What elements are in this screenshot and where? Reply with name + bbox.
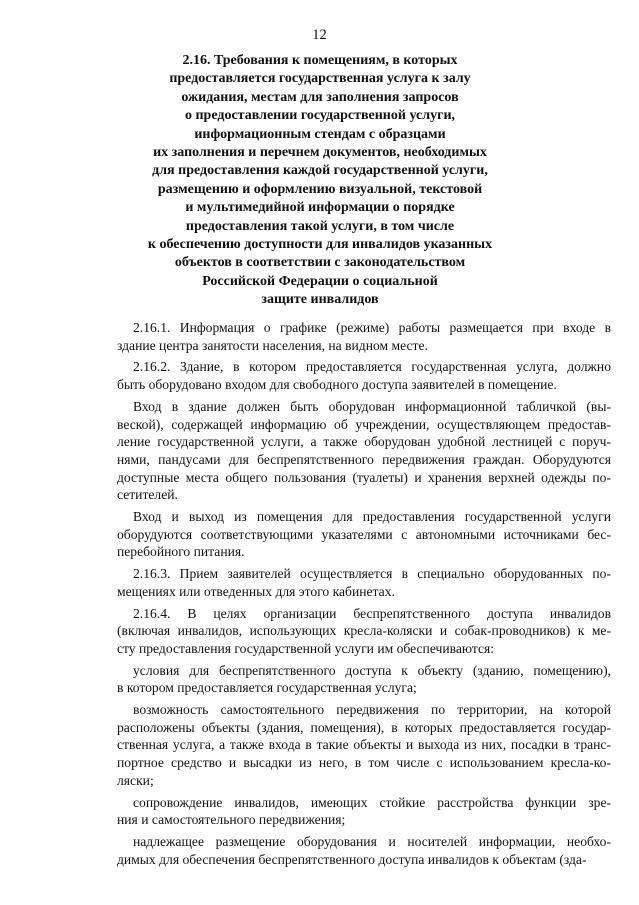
paragraph bbox=[117, 508, 611, 561]
paragraph-line: 2.16.2. Здание, в котором предоставляется государственная услуга, должно bbox=[133, 359, 611, 375]
paragraph-line: сопровождение инвалидов, имеющих стойкие расстройства функции зре- bbox=[133, 794, 611, 810]
heading-line: размещению и оформлению визуальной, текстовой bbox=[157, 181, 483, 197]
paragraph-line: здание центра занятости населения, на видном месте. bbox=[117, 337, 428, 353]
body-text bbox=[117, 319, 611, 872]
paragraph-line: нями, пандусами для беспрепятственного передвижения граждан. Оборудуются bbox=[117, 451, 611, 467]
heading-line: предоставляется государственная услуга к залу bbox=[169, 71, 471, 87]
heading-line: Российской Федерации о социальной bbox=[202, 273, 438, 289]
paragraph-line: 2.16.3. Прием заявителей осуществляется в специально оборудованных по- bbox=[133, 566, 611, 582]
paragraph bbox=[117, 319, 611, 354]
paragraph bbox=[117, 358, 611, 393]
page-number: 12 bbox=[312, 27, 327, 43]
paragraph bbox=[117, 398, 611, 504]
paragraph-line: ния и самостоятельного передвижения; bbox=[117, 812, 346, 828]
paragraph-line: Вход и выход из помещения для предоставления государственной услуги bbox=[133, 509, 611, 525]
paragraph-line: оборудуются соответствующими указателями с автономными источниками бес- bbox=[117, 526, 611, 542]
heading-line: информационным стендам с образцами bbox=[194, 126, 446, 142]
paragraph-line: в котором предоставляется государственная услуга; bbox=[117, 680, 417, 696]
heading-line: ожидания, местам для заполнения запросов bbox=[181, 89, 459, 105]
paragraph-line: мещениях или отведенных для этого кабинетах. bbox=[117, 583, 395, 599]
paragraph-line: ляски; bbox=[117, 772, 154, 788]
heading-line: объектов в соответствии с законодательством bbox=[174, 255, 466, 271]
paragraph bbox=[117, 794, 611, 829]
paragraph-line: ление государственной услуги, а также оборудован удобной лестницей с поруч- bbox=[117, 434, 611, 450]
paragraph-line: возможность самостоятельного передвижения по территории, на которой bbox=[133, 702, 611, 718]
paragraph-line: условия для беспрепятственного доступа к объекту (зданию, помещению), bbox=[133, 662, 611, 678]
paragraph bbox=[117, 565, 611, 600]
heading-line: предоставления такой услуги, в том числе bbox=[185, 218, 455, 234]
heading-line: к обеспечению доступности для инвалидов указанных bbox=[147, 237, 493, 253]
paragraph bbox=[117, 833, 611, 868]
paragraph bbox=[117, 662, 611, 697]
paragraph-line: перебойного питания. bbox=[117, 544, 245, 560]
paragraph-line: ственная услуга, а также входа в такие объекты и выхода из них, посадки в транс- bbox=[117, 737, 611, 753]
paragraph-line: Вход в здание должен быть оборудован информационной табличкой (вы- bbox=[133, 398, 611, 414]
paragraph-line: сту предоставления государственной услуги им обеспечиваются: bbox=[117, 640, 495, 656]
paragraph-line: сетителей. bbox=[117, 487, 178, 503]
paragraph-line: 2.16.4. В целях организации беспрепятственного доступа инвалидов bbox=[133, 605, 611, 621]
heading-line: защите инвалидов bbox=[261, 292, 379, 308]
heading-line: и мультимедийной информации о порядке bbox=[185, 200, 455, 216]
paragraph-line: расположены объекты (здания, помещения), в которых предоставляется государ- bbox=[117, 719, 611, 735]
paragraph-line: быть оборудовано входом для свободного доступа заявителей в помещение. bbox=[117, 377, 557, 393]
paragraph-line: димых для обеспечения беспрепятственного доступа инвалидов к объектам (зда- bbox=[117, 851, 587, 867]
paragraph-line: доступные места общего пользования (туалеты) и хранения верхней одежды по- bbox=[117, 469, 611, 485]
paragraph bbox=[117, 701, 611, 790]
paragraph-line: 2.16.1. Информация о графике (режиме) работы размещается при входе в bbox=[133, 320, 611, 335]
paragraph-line: надлежащее размещение оборудования и носителей информации, необхо- bbox=[133, 833, 611, 849]
paragraph-line: (включая инвалидов, использующих кресла-коляски и собак-проводников) к ме- bbox=[117, 623, 611, 639]
paragraph-line: веской), содержащей информацию об учреждении, осуществляющем предостав- bbox=[117, 416, 611, 432]
heading-line: о предоставлении государственной услуги, bbox=[184, 108, 456, 124]
heading-line: 2.16. Требования к помещениям, в которых bbox=[182, 53, 458, 68]
paragraph bbox=[117, 605, 611, 658]
heading-line: их заполнения и перечнем документов, необходимых bbox=[153, 145, 487, 161]
heading-line: для предоставления каждой государственной услуги, bbox=[152, 163, 488, 179]
section-heading bbox=[80, 52, 560, 310]
paragraph-line: портное средство и высадки из него, в том числе с использованием кресла-ко- bbox=[117, 755, 611, 771]
